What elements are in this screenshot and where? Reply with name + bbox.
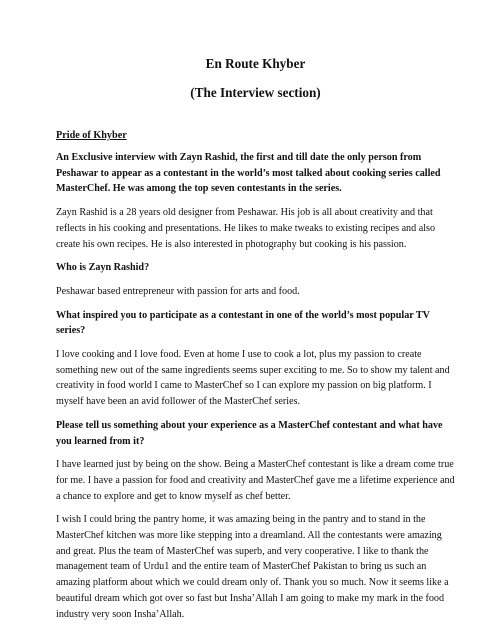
intro-paragraph: An Exclusive interview with Zayn Rashid, the first and till date the only person from Peshawar to appear as a contestant in the world’s most talked about cooking series called MasterChef. He was among the top seven contestants in the series. [56,152,441,195]
document-subtitle: (The Interview section) [190,85,321,100]
answer-1: Peshawar based entrepreneur with passion for arts and food. [56,285,300,297]
question-1: Who is Zayn Rashid? [56,262,150,274]
section-heading: Pride of Khyber [56,130,127,141]
question-3: Please tell us something about your experience as a MasterChef contestant and what have you learned from it? [56,419,443,447]
answer-3-paragraph-1: I have learned just by being on the show. Being a MasterChef contestant is like a dream come true for me. I have a passion for food and creativity and MasterChef gave me a lifetime experience and a chance to explore and get to know myself as chef better. [56,459,455,502]
question-2: What inspired you to participate as a contestant in one of the world’s most popular TV series? [56,309,430,337]
document-title: En Route Khyber [205,56,306,71]
bio-paragraph: Zayn Rashid is a 28 years old designer from Peshawar. His job is all about creativity and that reflects in his cooking and presentations. He likes to make tweaks to existing recipes and also create his own recipes. He is also interested in photography but cooking is his passion. [56,207,436,250]
answer-2: I love cooking and I love food. Even at home I use to cook a lot, plus my passion to create something new out of the same ingredients seems super exciting to me. So to show my talent and creativity in food world I came to MasterChef so I can explore my passion on big platform. I myself have been an avid follower of the MasterChef series. [56,349,450,408]
answer-3-paragraph-2: I wish I could bring the pantry home, it was amazing being in the pantry and to stand in the MasterChef kitchen was more like stepping into a dreamland. All the contestants were amazing and great. Plus the team of MasterChef was superb, and very cooperative. I like to thank the management team of Urdu1 and the entire team of MasterChef Pakistan to bring us such an amazing platform about which we could dream only of. Thank you so much. Now it seems like a beautiful dream which got over so fast but Insha’Allah I am going to make my mark in the food industry very soon Insha’Allah. [56,514,449,620]
